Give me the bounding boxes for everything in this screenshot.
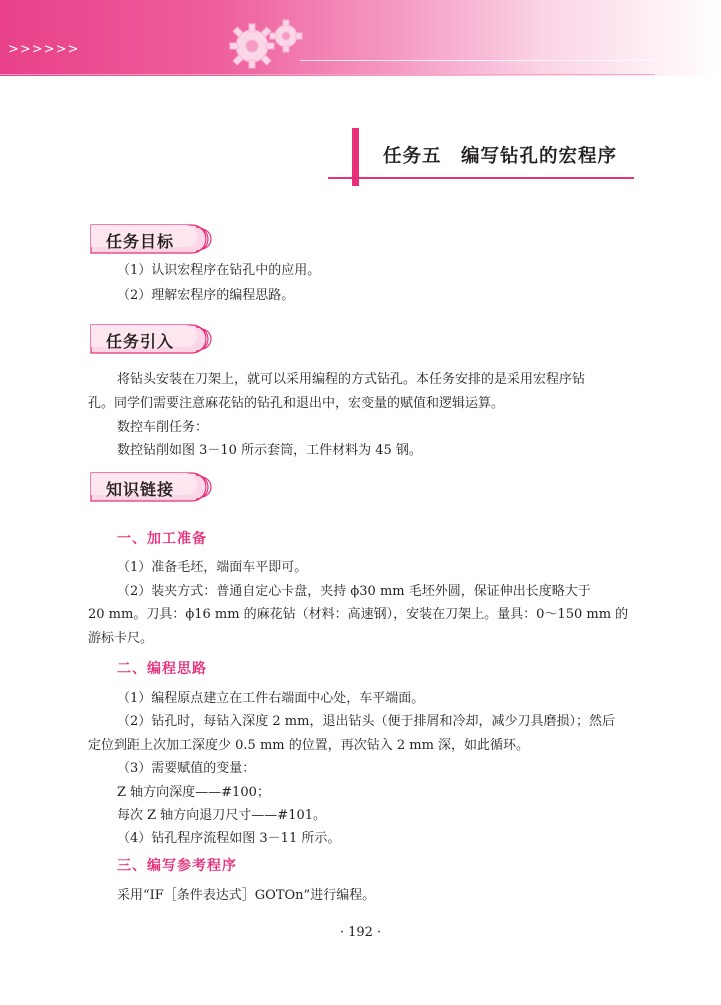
subsection-heading: 二、编程思路 bbox=[117, 661, 207, 677]
paragraph-line: （2）装夹方式：普通自定心卡盘，夹持 ϕ30 mm 毛坯外圆，保证伸出长度略大于 bbox=[117, 584, 591, 599]
gear-icon bbox=[220, 14, 320, 76]
paragraph-line: （1）准备毛坯，端面车平即可。 bbox=[117, 560, 308, 575]
paragraph-line: 游标卡尺。 bbox=[88, 631, 154, 646]
subsection-heading: 一、加工准备 bbox=[117, 531, 207, 547]
paragraph-line: Z 轴方向深度——#100； bbox=[117, 785, 270, 800]
paragraph-line: 将钻头安装在刀架上，就可以采用编程的方式钻孔。本任务安排的是采用宏程序钻 bbox=[117, 372, 586, 387]
chevron-right-icon: >>>>>> bbox=[8, 42, 80, 57]
paragraph-line: 数控车削任务： bbox=[117, 420, 209, 435]
paragraph-line: 每次 Z 轴方向退刀尺寸——#101。 bbox=[117, 808, 327, 823]
section-heading: 任务目标 bbox=[106, 232, 175, 251]
section-heading: 任务引入 bbox=[106, 332, 175, 351]
section-tag-intro bbox=[88, 322, 212, 356]
section-heading: 知识链接 bbox=[106, 480, 175, 499]
list-item: （2）理解宏程序的编程思路。 bbox=[117, 288, 295, 303]
paragraph-line: （2）钻孔时，每钻入深度 2 mm，退出钻头（便于排屑和冷却，减少刀具磨损）；然后 bbox=[117, 714, 615, 729]
paragraph-line: （1）编程原点建立在工件右端面中心处，车平端面。 bbox=[117, 691, 425, 706]
paragraph-line: （4）钻孔程序流程如图 3－11 所示。 bbox=[117, 831, 341, 846]
paragraph-line: （3）需要赋值的变量： bbox=[117, 761, 256, 776]
paragraph-line: 采用“IF［条件表达式］GOTOn”进行编程。 bbox=[117, 888, 376, 903]
paragraph-line: 数控钻削如图 3－10 所示套筒，工件材料为 45 钢。 bbox=[117, 443, 422, 458]
section-tag-knowledge bbox=[88, 470, 212, 504]
header-rule bbox=[0, 74, 655, 75]
section-tag-goal bbox=[88, 222, 212, 256]
paragraph-line: 孔。同学们需要注意麻花钻的钻孔和退出中，宏变量的赋值和逻辑运算。 bbox=[88, 396, 505, 411]
list-item: （1）认识宏程序在钻孔中的应用。 bbox=[117, 263, 321, 278]
paragraph-line: 定位到距上次加工深度少 0.5 mm 的位置，再次钻入 2 mm 深，如此循环。 bbox=[88, 738, 530, 753]
page-number: · 192 · bbox=[339, 925, 382, 940]
page-title: 任务五 编写钻孔的宏程序 bbox=[383, 146, 618, 167]
title-underline bbox=[328, 177, 634, 179]
header-banner bbox=[0, 0, 721, 76]
paragraph-line: 20 mm。刀具：ϕ16 mm 的麻花钻（材料：高速钢），安装在刀架上。量具：0～150 mm 的 bbox=[88, 607, 629, 622]
header-rule-light bbox=[300, 60, 655, 61]
subsection-heading: 三、编写参考程序 bbox=[117, 858, 237, 874]
